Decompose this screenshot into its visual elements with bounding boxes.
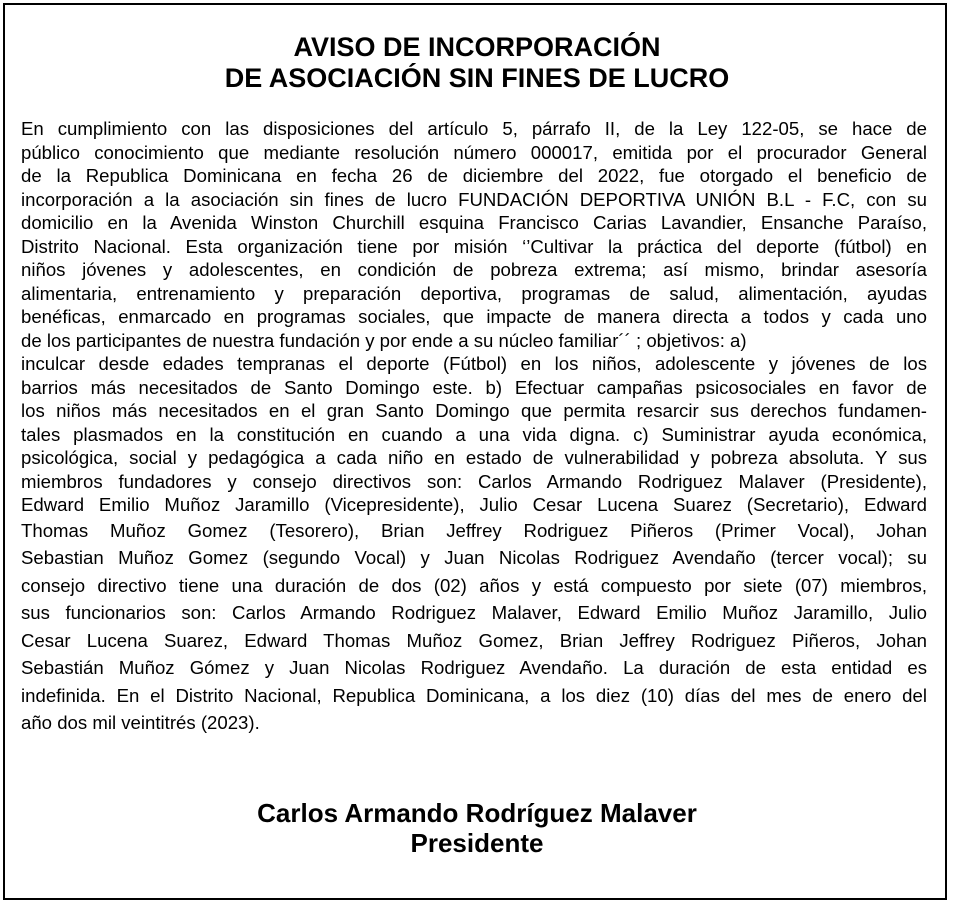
body-line: sus funcionarios son: Carlos Armando Rodriguez Malaver, Edward Emilio Muñoz Jaramillo, Julio	[21, 602, 927, 623]
body-line: niños jóvenes y adolescentes, en condición de pobreza extrema; así mismo, brindar asesoría	[21, 259, 927, 280]
body-line: Cesar Lucena Suarez, Edward Thomas Muñoz Gomez, Brian Jeffrey Rodriguez Piñeros, Johan	[21, 629, 927, 651]
body-line: Edward Emilio Muñoz Jaramillo (Vicepresidente), Julio Cesar Lucena Suarez (Secretario), Edward	[21, 494, 927, 515]
body-line: benéficas, enmarcado en programas sociales, que impacte de manera directa a todos y cada uno	[21, 306, 927, 327]
body-line: indefinida. En el Distrito Nacional, Republica Dominicana, a los diez (10) días del mes de enero del	[21, 684, 927, 706]
notice-title	[0, 32, 954, 94]
body-line: Sebastián Muñoz Gómez y Juan Nicolas Rodriguez Avendaño. La duración de esta entidad es	[21, 657, 927, 678]
body-line: inculcar desde edades tempranas el deporte (Fútbol) en los niños, adolescente y jóvenes de los	[21, 353, 927, 374]
signature-block	[0, 798, 954, 858]
body-line: año dos mil veintitrés (2023).	[21, 712, 260, 733]
notice-body	[21, 117, 927, 737]
body-line: consejo directivo tiene una duración de dos (02) años y está compuesto por siete (07) miembros,	[21, 574, 927, 596]
body-line: de los participantes de nuestra fundación y por ende a su núcleo familiar´´ ; objetivos: a)	[21, 329, 747, 351]
body-line: incorporación a la asociación sin fines de lucro FUNDACIÓN DEPORTIVA UNIÓN B.L - F.C, con su	[21, 188, 927, 210]
signature-name: Carlos Armando Rodríguez Malaver	[257, 798, 697, 828]
body-line: domicilio en la Avenida Winston Churchill esquina Francisco Carias Lavandier, Ensanche Paraíso,	[21, 212, 927, 233]
title-line-2: DE ASOCIACIÓN SIN FINES DE LUCRO	[224, 63, 730, 93]
body-line: barrios más necesitados de Santo Domingo este. b) Efectuar campañas psicosociales en favor de	[21, 376, 927, 398]
body-line: Thomas Muñoz Gomez (Tesorero), Brian Jeffrey Rodriguez Piñeros (Primer Vocal), Johan	[21, 519, 927, 541]
title-line-1: AVISO DE INCORPORACIÓN	[293, 32, 661, 62]
body-line: de la Republica Dominicana en fecha 26 de diciembre del 2022, fue otorgado el beneficio de	[21, 165, 927, 186]
body-line: alimentaria, entrenamiento y preparación deportiva, programas de salud, alimentación, ayudas	[21, 282, 927, 304]
body-line: Distrito Nacional. Esta organización tiene por misión ‘’Cultivar la práctica del deporte (fútbol) en	[21, 235, 927, 257]
body-line: En cumplimiento con las disposiciones del artículo 5, párrafo II, de la Ley 122-05, se hace de	[21, 118, 927, 139]
signature-role: Presidente	[410, 828, 544, 858]
body-line: tales plasmados en la constitución en cuando a una vida digna. c) Suministrar ayuda económica,	[21, 423, 927, 445]
body-line: psicológica, social y pedagógica a cada niño en estado de vulnerabilidad y pobreza absoluta. Y sus	[21, 447, 927, 468]
body-line: los niños más necesitados en el gran Santo Domingo que permita resarcir sus derechos fundamen-	[21, 400, 927, 421]
body-line: Sebastian Muñoz Gomez (segundo Vocal) y Juan Nicolas Rodriguez Avendaño (tercer vocal); su	[21, 547, 927, 568]
body-line: público conocimiento que mediante resolución número 000017, emitida por el procurador General	[21, 141, 927, 163]
body-line: miembros fundadores y consejo directivos son: Carlos Armando Rodriguez Malaver (Presidente),	[21, 470, 927, 492]
